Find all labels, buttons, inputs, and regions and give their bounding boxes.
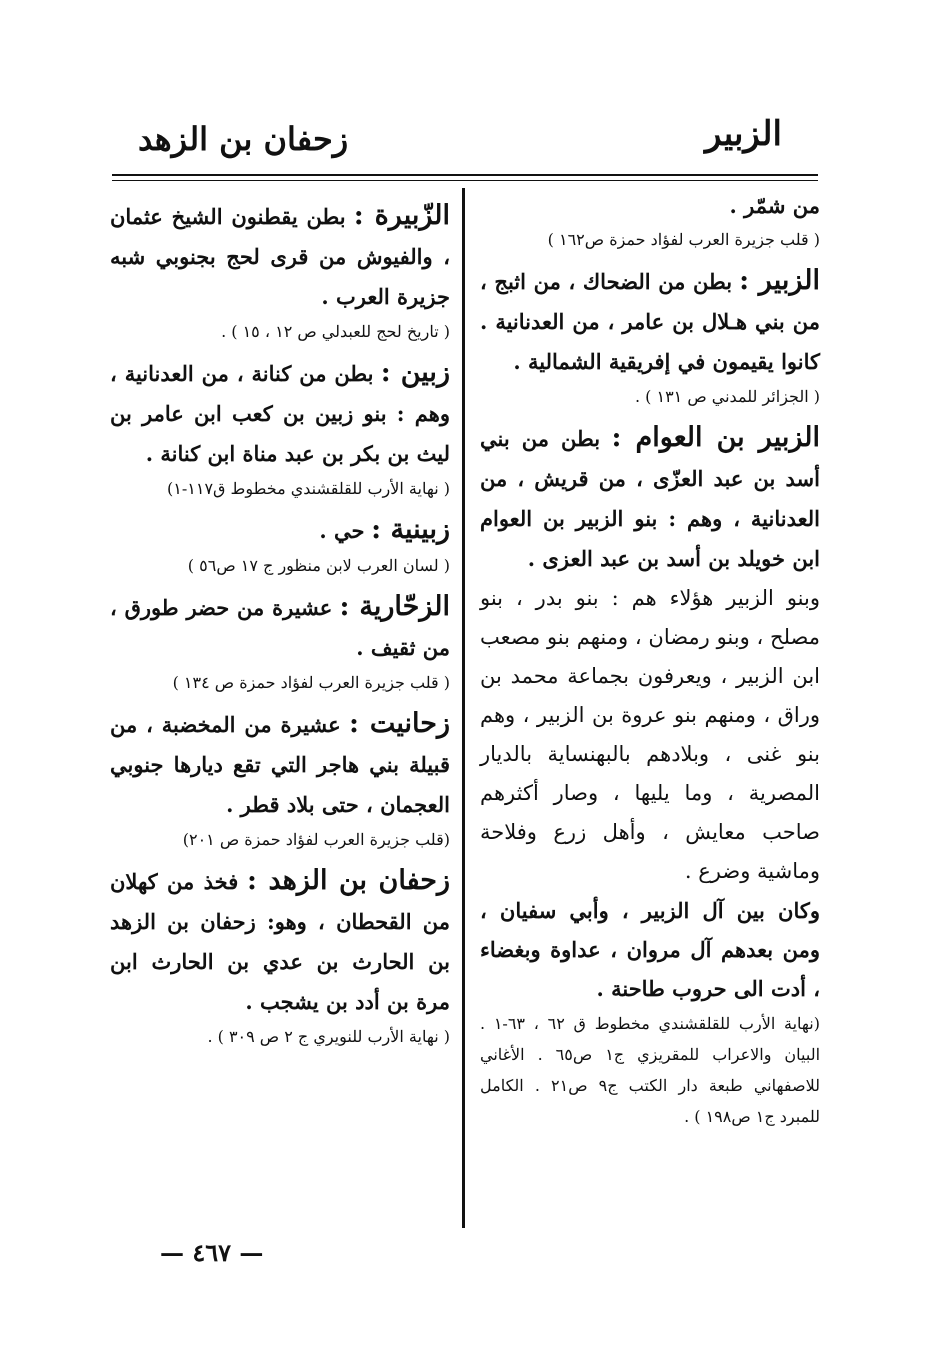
- entry-source: ( قلب جزيرة العرب لفؤاد حمزة ص١٦٢ ): [547, 230, 820, 249]
- column-divider: [462, 188, 465, 1228]
- entry-text: بطن من بني أسد بن عبد العزّى ، من قريش ، من العدنانية ، وهم : بنو الزبير بن العوام ابن خويلد بن أسد بن عبد العزى .: [480, 426, 820, 571]
- entry-paragraph: وبنو الزبير هؤلاء هم : بنو بدر ، بنو مصلح ، وبنو رمضان ، ومنهم بنو مصعب ابن الزبير ، ويعرفون بجماعة محمد بن وراق ، ومنهم بنو عروة بن الزبير ، وهم بنو غنى ، وبلادهم بالبهنساية بالديار المصرية ، وما يليها ، وصار أكثرهم صاحب معايش ، وأهل زرع وفلاحة وماشية وضرع .: [480, 586, 820, 883]
- running-head-left: زحفان بن الزهد: [138, 120, 349, 158]
- header-rule-thin: [112, 180, 818, 181]
- entry-headword: الزبير :: [739, 265, 820, 296]
- entry-zahfan-ibn-alzuhd: [110, 861, 450, 1052]
- right-column: [480, 186, 820, 1134]
- entry-text: بطن من الضحاك ، من اثبج ، من بني هـلال بن عامر ، من العدنانية . كانوا يقيمون في إفريقية الشمالية .: [480, 269, 820, 374]
- entry-headword: الزحّارية :: [339, 591, 450, 622]
- entry-text: من شمّر .: [729, 193, 820, 218]
- entry-source: ( نهاية الأرب للنويري ج ٢ ص ٣٠٩ ) .: [207, 1027, 450, 1046]
- entry-source: ( لسان العرب لابن منظور ج ١٧ ص٥٦ ): [187, 556, 450, 575]
- entry-headword: زحفان بن الزهد :: [247, 865, 450, 896]
- entry-text: فخذ من كهلان من القحطان ، وهو: زحفان بن الزهد بن الحارث بن عدي بن الحارث ابن مرة بن أدد بن يشجب .: [110, 869, 450, 1014]
- entry-text: عشيرة من المخضبة ، من قبيلة بني هاجر التي تقع ديارها جنوبي العجمان ، حتى بلاد قطر .: [110, 712, 450, 817]
- entry-text: حي .: [319, 518, 365, 543]
- entry-text: بطن من كنانة ، من العدنانية ، وهم : بنو زبين بن كعب ابن عامر بن ليث بن بكر بن عبد مناة ابن كنانة .: [110, 361, 450, 466]
- entry-alzubayra: [110, 196, 450, 347]
- entry-headword: الزّبيرة :: [353, 200, 450, 231]
- entry-paragraph: وكان بين آل الزبير ، وأبي سفيان ، ومن بعدهم آل مروان ، عداوة وبغضاء ، أدت الى حروب طاحنة .: [480, 898, 820, 1001]
- entry-alzubayr-ibn-alawwam: [480, 418, 820, 1132]
- entry-source: (قلب جزيرة العرب لفؤاد حمزة ص ٢٠١): [182, 830, 450, 849]
- page-header: [110, 108, 800, 172]
- entry-source: ( نهاية الأرب للقلقشندي مخطوط ق١١٧-١): [167, 479, 450, 498]
- entry-source: ( الجزائر للمدني ص ١٣١ ) .: [634, 387, 820, 406]
- running-head-right: الزبير: [704, 114, 782, 154]
- entry-alzubayr: [480, 261, 820, 412]
- entry-text: عشيرة من حضر طورق ، من ثقيف .: [110, 595, 450, 660]
- entry-zubayniyya: [110, 510, 450, 581]
- entry-zahanit: [110, 704, 450, 855]
- entry-headword: الزبير بن العوام :: [611, 422, 820, 453]
- entry-alzahhariyya: [110, 587, 450, 698]
- entry-continuation: [480, 186, 820, 255]
- entry-headword: زحانيت :: [348, 708, 450, 739]
- entry-headword: زبين :: [380, 357, 450, 388]
- entry-text: بطن يقطنون الشيخ عثمان ، والفيوش من قرى لحج بجنوبي شبه جزيرة العرب .: [110, 204, 450, 309]
- page-number: — ٤٦٧ —: [160, 1238, 264, 1267]
- entry-headword: زبينية :: [371, 514, 450, 545]
- entry-source: ( تاريخ لحج للعبدلي ص ١٢ ، ١٥ ) .: [221, 322, 450, 341]
- entry-source: ( قلب جزيرة العرب لفؤاد حمزة ص ١٣٤ ): [172, 673, 450, 692]
- left-column: [110, 196, 450, 1058]
- entry-zubayn: [110, 353, 450, 504]
- entry-source: (نهاية الأرب للقلقشندي مخطوط ق ٦٢ ، ٦٣-١ . البيان والاعراب للمقريزي ج١ ص٦٥ . الأغاني للاصفهاني طبعة دار الكتب ج٩ ص٢١ . الكامل للمبرد ج١ ص١٩٨ ) .: [480, 1014, 821, 1126]
- header-rule: [112, 174, 818, 176]
